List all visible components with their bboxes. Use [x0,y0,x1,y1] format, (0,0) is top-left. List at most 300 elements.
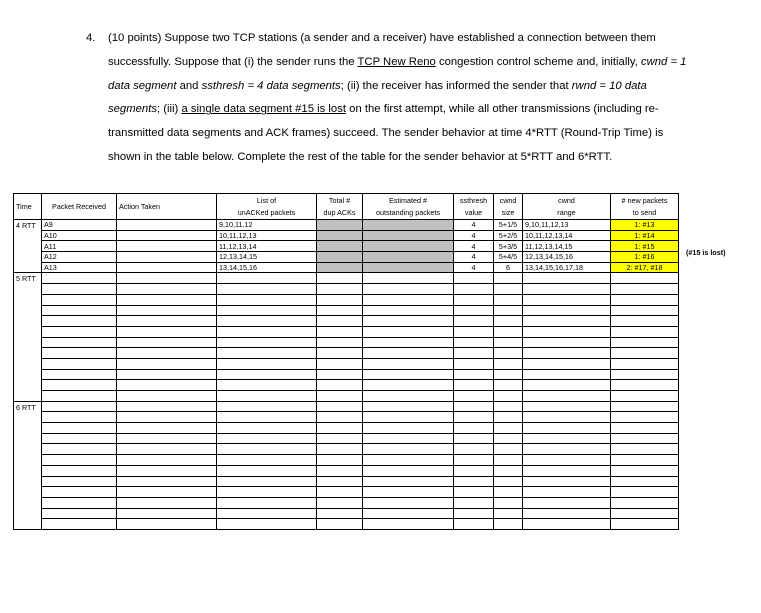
blank-answer-cell[interactable] [363,369,454,380]
header-cwnd-range: range [523,207,611,220]
table-row [14,337,679,348]
blank-answer-cell[interactable] [523,465,611,476]
table-row [14,294,679,305]
table-row [14,487,679,498]
blank-answer-cell[interactable] [611,497,679,508]
blank-answer-cell[interactable] [42,284,117,295]
table-row [14,252,679,263]
blank-answer-cell[interactable] [523,412,611,423]
blank-answer-cell[interactable] [117,423,217,434]
blank-answer-cell[interactable] [611,519,679,530]
blank-answer-cell[interactable] [363,465,454,476]
blank-answer-cell[interactable] [317,273,363,284]
blank-answer-cell[interactable] [217,348,317,359]
blank-answer-cell[interactable] [363,294,454,305]
blank-answer-cell[interactable] [217,455,317,466]
blank-answer-cell[interactable] [494,497,523,508]
blank-answer-cell[interactable] [454,465,494,476]
blank-answer-cell[interactable] [217,519,317,530]
blank-answer-cell[interactable] [217,326,317,337]
blank-answer-cell[interactable] [317,358,363,369]
blank-answer-cell[interactable] [611,423,679,434]
blank-answer-cell[interactable] [454,455,494,466]
sender-behavior-table [13,193,679,530]
blank-answer-cell[interactable] [217,487,317,498]
new-packets-cell: 1: #13 [611,220,679,231]
blank-answer-cell[interactable] [42,358,117,369]
blank-answer-cell[interactable] [454,294,494,305]
blank-answer-cell[interactable] [454,444,494,455]
lost-packet-note: (#15 is lost) [686,248,726,257]
table-row [14,262,679,273]
blank-answer-cell[interactable] [363,337,454,348]
blank-answer-cell[interactable] [454,273,494,284]
blank-answer-cell[interactable] [454,316,494,327]
blank-answer-cell[interactable] [317,401,363,412]
blank-answer-cell[interactable] [117,391,217,402]
table-row [14,316,679,327]
header-dup-acks: dup ACKs [317,207,363,220]
time-label-4rtt: 4 RTT [14,220,42,273]
blank-answer-cell[interactable] [523,337,611,348]
blank-answer-cell[interactable] [217,316,317,327]
blank-answer-cell[interactable] [494,476,523,487]
new-packets-cell: 1: #15 [611,241,679,252]
action-cell [117,262,217,273]
blank-answer-cell[interactable] [494,455,523,466]
blank-answer-cell[interactable] [117,273,217,284]
blank-answer-cell[interactable] [117,326,217,337]
blank-answer-cell[interactable] [454,423,494,434]
blank-answer-cell[interactable] [42,273,117,284]
blank-answer-cell[interactable] [117,412,217,423]
question-number: 4. [86,32,96,44]
blank-answer-cell[interactable] [454,337,494,348]
table-row [14,401,679,412]
blank-answer-cell[interactable] [523,487,611,498]
blank-answer-cell[interactable] [611,316,679,327]
blank-answer-cell[interactable] [454,508,494,519]
blank-answer-cell[interactable] [454,284,494,295]
blank-answer-cell[interactable] [611,358,679,369]
dup-acks-cell [317,252,363,263]
blank-answer-cell[interactable] [217,433,317,444]
ssthresh-cell: 4 [454,220,494,231]
blank-answer-cell[interactable] [217,294,317,305]
blank-answer-cell[interactable] [494,508,523,519]
blank-answer-cell[interactable] [42,380,117,391]
blank-answer-cell[interactable] [494,294,523,305]
blank-answer-cell[interactable] [117,294,217,305]
blank-answer-cell[interactable] [117,487,217,498]
blank-answer-cell[interactable] [494,465,523,476]
unacked-cell: 11,12,13,14 [217,241,317,252]
cwnd-range-cell: 12,13,14,15,16 [523,252,611,263]
blank-answer-cell[interactable] [523,433,611,444]
blank-answer-cell[interactable] [611,348,679,359]
blank-answer-cell[interactable] [317,316,363,327]
blank-answer-cell[interactable] [611,380,679,391]
blank-answer-cell[interactable] [363,391,454,402]
blank-answer-cell[interactable] [523,316,611,327]
blank-answer-cell[interactable] [363,401,454,412]
blank-answer-cell[interactable] [363,326,454,337]
header-ssthresh: value [454,207,494,220]
outstanding-cell [363,220,454,231]
blank-answer-cell[interactable] [317,305,363,316]
blank-answer-cell[interactable] [363,273,454,284]
unacked-cell: 13,14,15,16 [217,262,317,273]
blank-answer-cell[interactable] [317,284,363,295]
cwnd-cell: 5+2/5 [494,230,523,241]
blank-answer-cell[interactable] [454,358,494,369]
blank-answer-cell[interactable] [42,348,117,359]
blank-answer-cell[interactable] [611,305,679,316]
blank-answer-cell[interactable] [317,465,363,476]
blank-answer-cell[interactable] [523,508,611,519]
time-label-5rtt: 5 RTT [14,273,42,401]
blank-answer-cell[interactable] [317,348,363,359]
blank-answer-cell[interactable] [117,508,217,519]
blank-answer-cell[interactable] [523,326,611,337]
blank-answer-cell[interactable] [42,326,117,337]
header-unacked: unACKed packets [217,207,317,220]
blank-answer-cell[interactable] [217,284,317,295]
blank-answer-cell[interactable] [42,455,117,466]
blank-answer-cell[interactable] [217,273,317,284]
table-row [14,369,679,380]
blank-answer-cell[interactable] [523,305,611,316]
blank-answer-cell[interactable] [454,391,494,402]
blank-answer-cell[interactable] [217,412,317,423]
blank-answer-cell[interactable] [217,305,317,316]
blank-answer-cell[interactable] [42,305,117,316]
blank-answer-cell[interactable] [317,497,363,508]
dup-acks-cell [317,241,363,252]
blank-answer-cell[interactable] [117,380,217,391]
blank-answer-cell[interactable] [611,455,679,466]
ssthresh-cell: 4 [454,241,494,252]
table-row [14,433,679,444]
blank-answer-cell[interactable] [117,284,217,295]
dup-acks-cell [317,262,363,273]
blank-answer-cell[interactable] [317,369,363,380]
cwnd-range-cell: 10,11,12,13,14 [523,230,611,241]
blank-answer-cell[interactable] [611,391,679,402]
new-packets-cell: 1: #16 [611,252,679,263]
blank-answer-cell[interactable] [363,412,454,423]
blank-answer-cell[interactable] [42,337,117,348]
blank-answer-cell[interactable] [317,519,363,530]
blank-answer-cell[interactable] [42,369,117,380]
blank-answer-cell[interactable] [363,348,454,359]
blank-answer-cell[interactable] [494,358,523,369]
unacked-cell: 9,10,11,12 [217,220,317,231]
header-time: Time [14,194,42,220]
header-row: Time Packet Received Action Taken List of Total # Estimated # ssthresh cwnd cwnd # new packets [14,194,679,207]
blank-answer-cell[interactable] [217,476,317,487]
blank-answer-cell[interactable] [217,465,317,476]
blank-answer-cell[interactable] [611,444,679,455]
table-row [14,508,679,519]
blank-answer-cell[interactable] [117,348,217,359]
blank-answer-cell[interactable] [523,284,611,295]
blank-answer-cell[interactable] [523,401,611,412]
question-intro: Suppose two TCP stations (a sender and a receiver) have established a connection between them successfully. Suppose that (i) the sender runs the [108,32,656,68]
blank-answer-cell[interactable] [42,316,117,327]
blank-answer-cell[interactable] [42,519,117,530]
blank-answer-cell[interactable] [454,433,494,444]
blank-answer-cell[interactable] [42,476,117,487]
blank-answer-cell[interactable] [363,455,454,466]
table-row [14,444,679,455]
blank-answer-cell[interactable] [117,369,217,380]
blank-answer-cell[interactable] [611,476,679,487]
blank-answer-cell[interactable] [494,305,523,316]
cwnd-cell: 6 [494,262,523,273]
table-row [14,380,679,391]
blank-answer-cell[interactable] [117,305,217,316]
blank-answer-cell[interactable] [317,391,363,402]
blank-answer-cell[interactable] [363,497,454,508]
blank-answer-cell[interactable] [611,487,679,498]
blank-answer-cell[interactable] [42,423,117,434]
question-text: (10 points) Suppose two TCP stations (a sender and a receiver) have established a connection between them successfully. Suppose that (i) the sender runs the TCP New Reno congestion control scheme and, initially, cwnd = 1 data segment and ssthresh = 4 data segments; (ii) the receiver has informed the sender that rwnd = 10 data segments; (iii) a single data segment #15 is lost on the first attempt, while all other transmissions (including re-transmitted data segments and ACK frames) succeed. The sender behavior at time 4*RTT (Round-Trip Time) is shown in the table below. Complete the rest of the table for the sender behavior at 5*RTT and 6*RTT. [108,32,687,163]
blank-answer-cell[interactable] [523,497,611,508]
question-points: (10 points) [108,32,162,44]
table-row [14,348,679,359]
blank-answer-cell[interactable] [523,294,611,305]
blank-answer-cell[interactable] [317,423,363,434]
action-cell [117,230,217,241]
blank-answer-cell[interactable] [611,412,679,423]
packet-received-cell: A12 [42,252,117,263]
blank-answer-cell[interactable] [494,380,523,391]
blank-answer-cell[interactable] [523,519,611,530]
blank-answer-cell[interactable] [42,465,117,476]
table-row [14,230,679,241]
header-new-packets: to send [611,207,679,220]
blank-answer-cell[interactable] [523,455,611,466]
blank-answer-cell[interactable] [611,433,679,444]
blank-answer-cell[interactable] [523,423,611,434]
blank-answer-cell[interactable] [363,380,454,391]
cwnd-range-cell: 9,10,11,12,13 [523,220,611,231]
table-row [14,284,679,295]
blank-answer-cell[interactable] [117,358,217,369]
blank-answer-cell[interactable] [454,487,494,498]
blank-answer-cell[interactable] [494,326,523,337]
table-row [14,273,679,284]
unacked-cell: 10,11,12,13 [217,230,317,241]
dup-acks-cell [317,230,363,241]
initial-ssthresh: ssthresh = 4 data segments [201,79,341,92]
blank-answer-cell[interactable] [42,433,117,444]
blank-answer-cell[interactable] [317,476,363,487]
cwnd-cell: 5+4/5 [494,252,523,263]
table-row [14,326,679,337]
blank-answer-cell[interactable] [611,284,679,295]
blank-answer-cell[interactable] [494,316,523,327]
blank-answer-cell[interactable] [117,444,217,455]
cwnd-range-cell: 11,12,13,14,15 [523,241,611,252]
blank-answer-cell[interactable] [494,433,523,444]
blank-answer-cell[interactable] [494,423,523,434]
time-label-6rtt: 6 RTT [14,401,42,529]
blank-answer-cell[interactable] [523,391,611,402]
blank-answer-cell[interactable] [217,401,317,412]
table-row [14,423,679,434]
blank-answer-cell[interactable] [494,369,523,380]
blank-answer-cell[interactable] [42,401,117,412]
blank-answer-cell[interactable] [611,337,679,348]
table-row [14,305,679,316]
blank-answer-cell[interactable] [117,401,217,412]
blank-answer-cell[interactable] [494,337,523,348]
header-outstanding: outstanding packets [363,207,454,220]
blank-answer-cell[interactable] [317,433,363,444]
new-packets-cell: 1: #14 [611,230,679,241]
blank-answer-cell[interactable] [611,294,679,305]
blank-answer-cell[interactable] [317,412,363,423]
blank-answer-cell[interactable] [317,326,363,337]
blank-answer-cell[interactable] [317,444,363,455]
action-cell [117,220,217,231]
blank-answer-cell[interactable] [523,358,611,369]
blank-answer-cell[interactable] [523,348,611,359]
blank-answer-cell[interactable] [363,519,454,530]
blank-answer-cell[interactable] [611,508,679,519]
packet-received-cell: A9 [42,220,117,231]
packet-received-cell: A11 [42,241,117,252]
blank-answer-cell[interactable] [42,444,117,455]
packet-received-cell: A13 [42,262,117,273]
blank-answer-cell[interactable] [454,348,494,359]
ssthresh-cell: 4 [454,252,494,263]
blank-answer-cell[interactable] [454,401,494,412]
blank-answer-cell[interactable] [217,358,317,369]
blank-answer-cell[interactable] [494,401,523,412]
blank-answer-cell[interactable] [363,358,454,369]
blank-answer-cell[interactable] [494,444,523,455]
blank-answer-cell[interactable] [217,391,317,402]
ssthresh-cell: 4 [454,262,494,273]
blank-answer-cell[interactable] [454,369,494,380]
blank-answer-cell[interactable] [217,497,317,508]
blank-answer-cell[interactable] [317,487,363,498]
blank-answer-cell[interactable] [117,337,217,348]
blank-answer-cell[interactable] [611,465,679,476]
blank-answer-cell[interactable] [454,412,494,423]
blank-answer-cell[interactable] [363,284,454,295]
outstanding-cell [363,252,454,263]
table-row [14,519,679,530]
header-cwnd: size [494,207,523,220]
header-action-taken: Action Taken [117,194,217,220]
blank-answer-cell[interactable] [523,369,611,380]
blank-answer-cell[interactable] [42,391,117,402]
blank-answer-cell[interactable] [317,294,363,305]
blank-answer-cell[interactable] [42,487,117,498]
blank-answer-cell[interactable] [363,444,454,455]
blank-answer-cell[interactable] [117,455,217,466]
blank-answer-cell[interactable] [611,401,679,412]
blank-answer-cell[interactable] [42,412,117,423]
blank-answer-cell[interactable] [317,508,363,519]
blank-answer-cell[interactable] [523,476,611,487]
blank-answer-cell[interactable] [117,476,217,487]
blank-answer-cell[interactable] [117,497,217,508]
blank-answer-cell[interactable] [494,487,523,498]
blank-answer-cell[interactable] [117,316,217,327]
blank-answer-cell[interactable] [363,316,454,327]
blank-answer-cell[interactable] [611,273,679,284]
blank-answer-cell[interactable] [117,465,217,476]
table-row [14,391,679,402]
blank-answer-cell[interactable] [454,380,494,391]
blank-answer-cell[interactable] [611,326,679,337]
blank-answer-cell[interactable] [217,369,317,380]
blank-answer-cell[interactable] [42,508,117,519]
blank-answer-cell[interactable] [363,508,454,519]
blank-answer-cell[interactable] [454,305,494,316]
blank-answer-cell[interactable] [523,444,611,455]
question-block [86,27,696,170]
blank-answer-cell[interactable] [363,476,454,487]
blank-answer-cell[interactable] [217,444,317,455]
blank-answer-cell[interactable] [523,380,611,391]
action-cell [117,252,217,263]
table-row [14,455,679,466]
blank-answer-cell[interactable] [454,519,494,530]
blank-answer-cell[interactable] [42,497,117,508]
blank-answer-cell[interactable] [317,380,363,391]
action-cell [117,241,217,252]
blank-answer-cell[interactable] [494,348,523,359]
cwnd-cell: 5+3/5 [494,241,523,252]
blank-answer-cell[interactable] [494,412,523,423]
blank-answer-cell[interactable] [363,423,454,434]
blank-answer-cell[interactable] [611,369,679,380]
blank-answer-cell[interactable] [454,497,494,508]
blank-answer-cell[interactable] [363,305,454,316]
blank-answer-cell[interactable] [523,273,611,284]
table-row [14,497,679,508]
ssthresh-cell: 4 [454,230,494,241]
blank-answer-cell[interactable] [363,487,454,498]
new-packets-cell: 2: #17, #18 [611,262,679,273]
blank-answer-cell[interactable] [117,433,217,444]
table-row [14,476,679,487]
blank-answer-cell[interactable] [494,273,523,284]
table-row [14,241,679,252]
blank-answer-cell[interactable] [494,284,523,295]
outstanding-cell [363,262,454,273]
blank-answer-cell[interactable] [363,433,454,444]
blank-answer-cell[interactable] [494,519,523,530]
blank-answer-cell[interactable] [217,508,317,519]
blank-answer-cell[interactable] [454,476,494,487]
blank-answer-cell[interactable] [217,380,317,391]
blank-answer-cell[interactable] [454,326,494,337]
blank-answer-cell[interactable] [217,423,317,434]
blank-answer-cell[interactable] [117,519,217,530]
blank-answer-cell[interactable] [494,391,523,402]
blank-answer-cell[interactable] [42,294,117,305]
blank-answer-cell[interactable] [317,455,363,466]
blank-answer-cell[interactable] [217,337,317,348]
blank-answer-cell[interactable] [317,337,363,348]
